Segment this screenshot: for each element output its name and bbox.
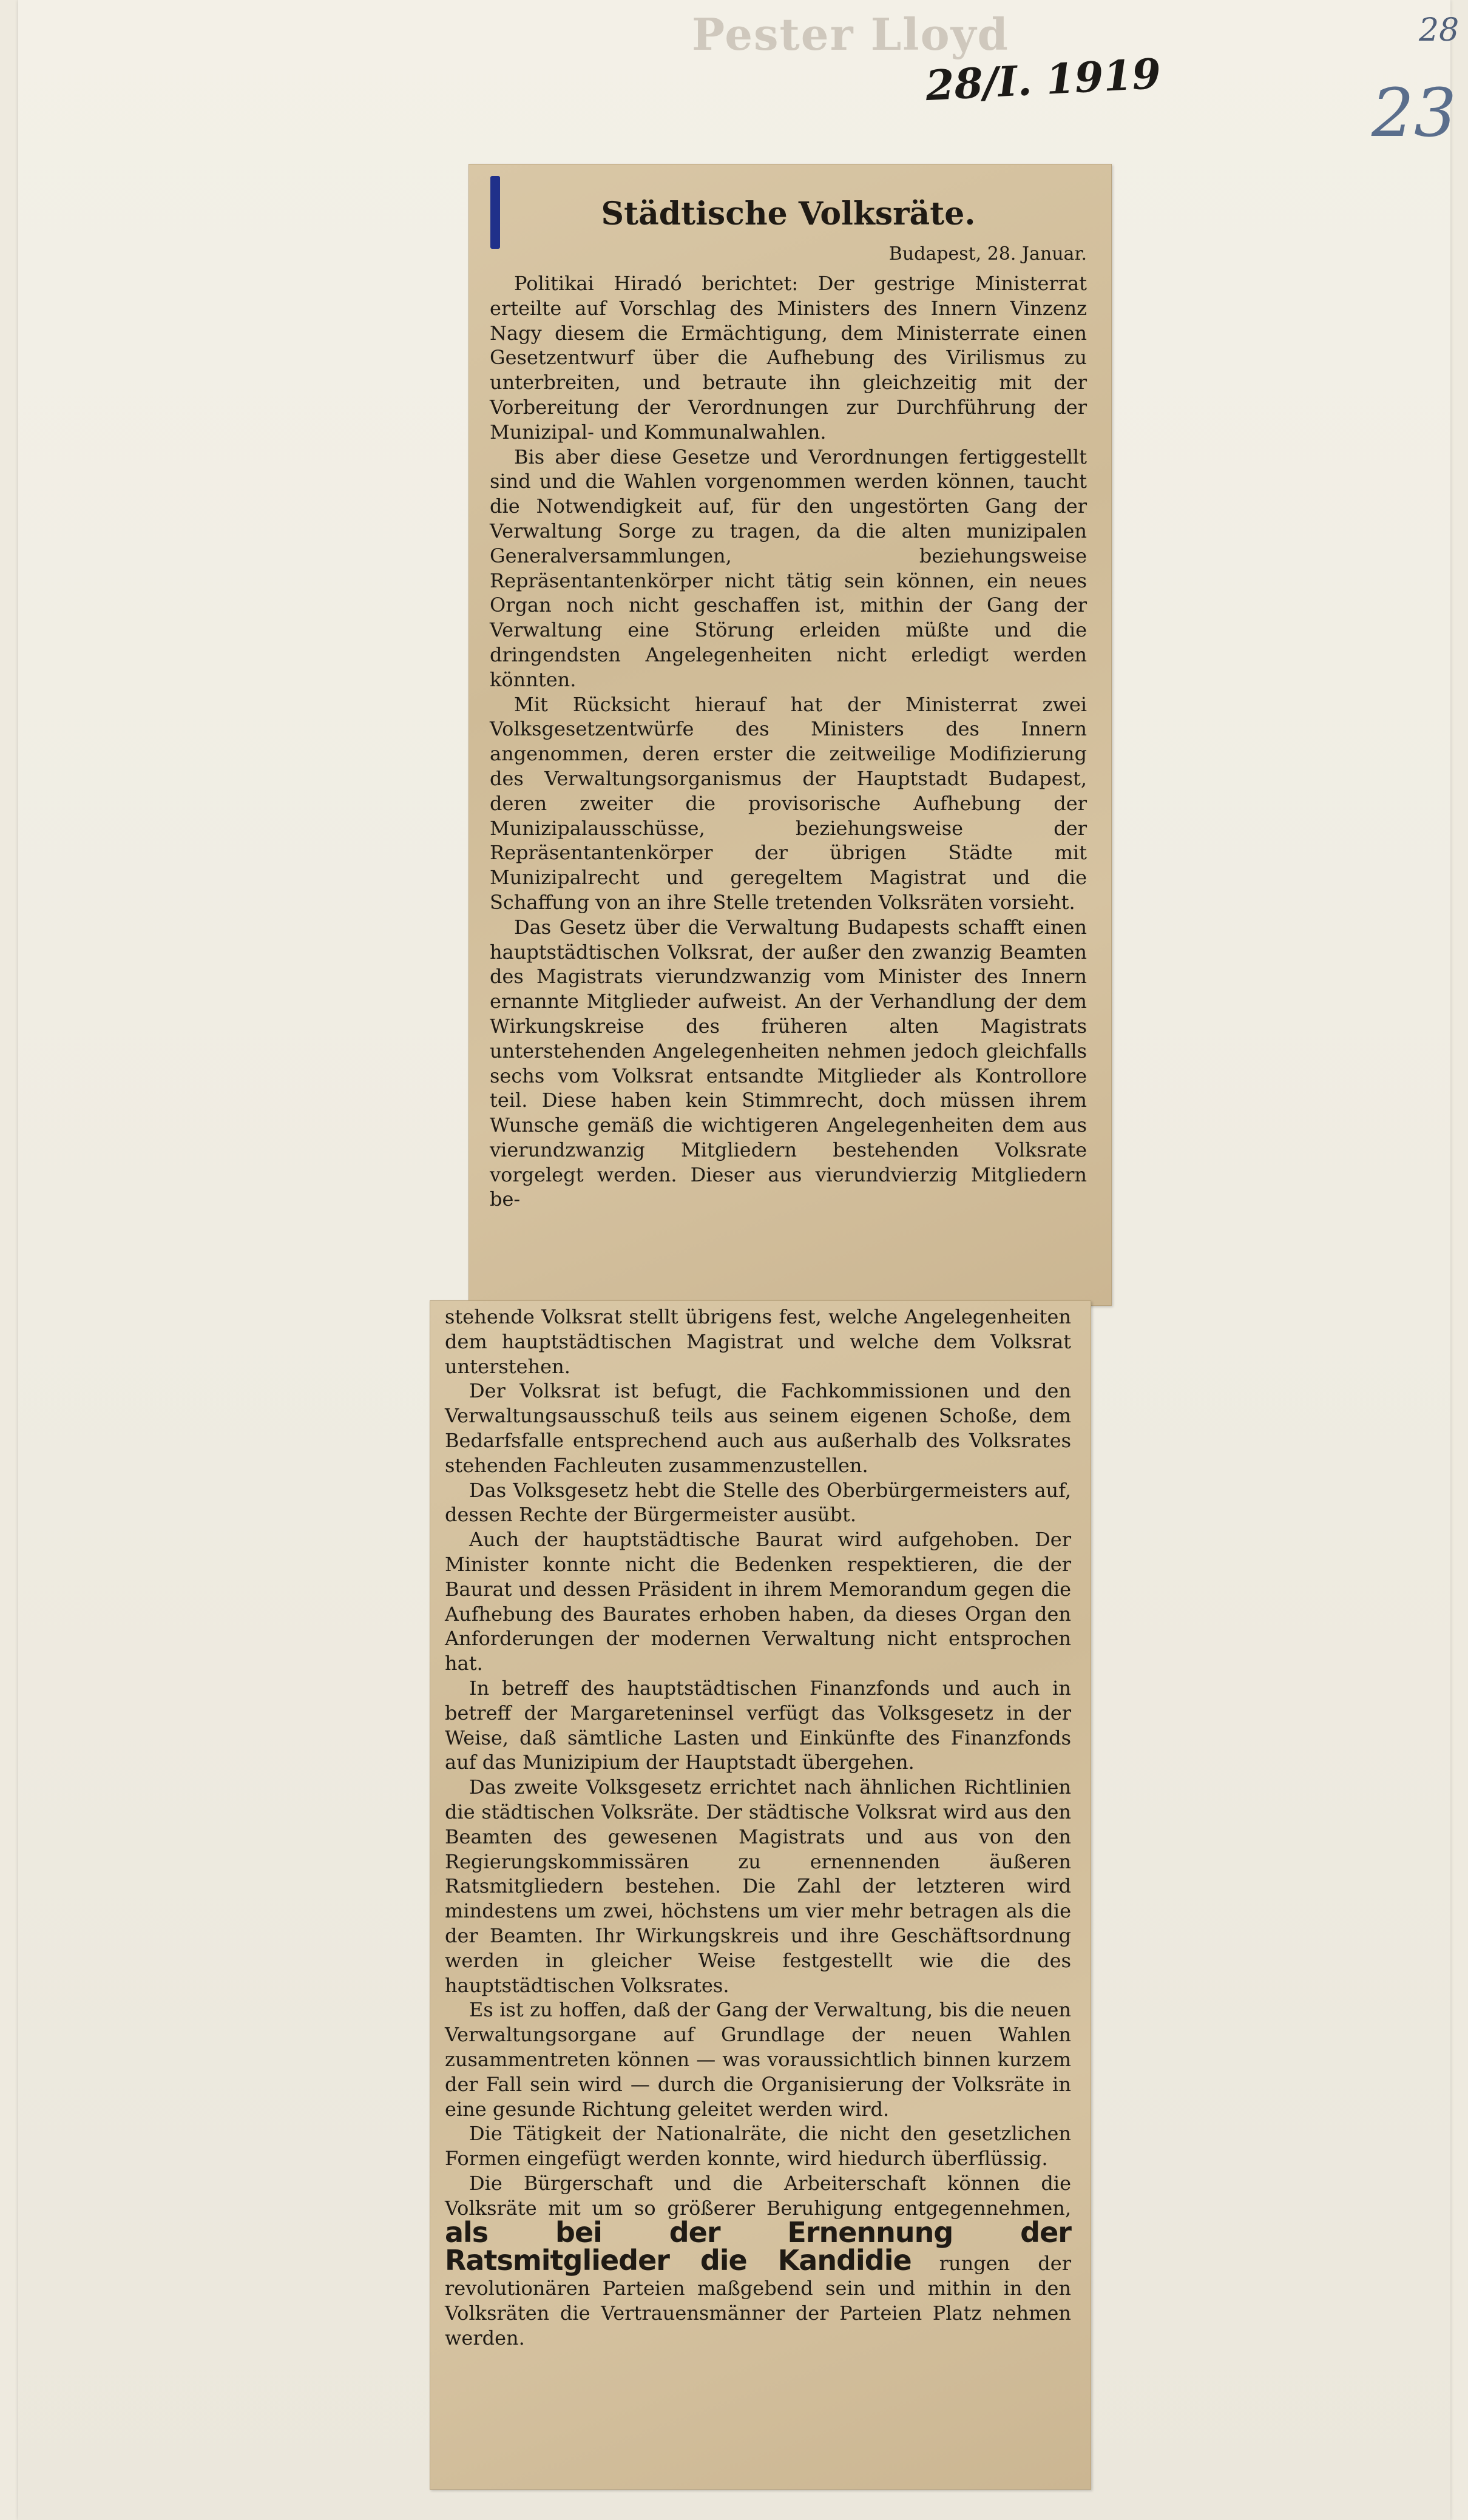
paragraph: Das Volksgesetz hebt die Stelle des Oberbürgermeisters auf, dessen Rechte der Bürgermeister ausübt.	[445, 1478, 1071, 1527]
paragraph: Auch der hauptstädtische Baurat wird aufgehoben. Der Minister konnte nicht die Bedenken respektieren, die der Baurat und dessen Präsident in ihrem Memorandum gegen die Aufhebung des Baurates erhoben haben, da dieses Organ den Anforderungen der modernen Verwaltung nicht entsprochen hat.	[445, 1528, 1071, 1675]
article-dateline: Budapest, 28. Januar.	[888, 243, 1087, 265]
paragraph: Die Tätigkeit der Nationalräte, die nicht den gesetzlichen Formen eingefügt werden konnte, wird hiedurch überflüssig.	[445, 2122, 1071, 2170]
handwritten-date: 28/I. 1919	[924, 49, 1162, 111]
paragraph: stehende Volksrat stellt übrigens fest, welche Angelegenheiten dem hauptstädtischen Magistrat und welche dem Volksrat unterstehen.	[445, 1305, 1071, 1378]
article-column-2	[445, 1305, 1071, 2350]
article-headline: Städtische Volksräte.	[601, 195, 976, 232]
paragraph: Der Volksrat ist befugt, die Fachkommissionen und den Verwaltungsausschuß teils aus seinem eigenen Schoße, dem Bedarfsfalle entsprechend auch aus außerhalb des Volksrates stehenden Fachleuten zusammenzustellen.	[445, 1379, 1071, 1477]
handwritten-page-number-top: 28	[1419, 12, 1460, 49]
paragraph: Mit Rücksicht hierauf hat der Ministerrat zwei Volksgesetzentwürfe des Ministers des Innern angenommen, deren erster die zeitweilige Modifizierung des Verwaltungsorganismus der Hauptstadt Budapest, deren zweiter die provisorische Aufhebung der Munizipalausschüsse, beziehungsweise der Repräsentantenkörper der übrigen Städte mit Munizipalrecht und geregeltem Magistrat und die Schaffung von an ihre Stelle tretenden Volksräten vorsieht.	[490, 692, 1087, 914]
handwritten-page-number: 23	[1372, 74, 1456, 152]
paragraph-text: rungen der revolutionären Parteien maßgebend sein und mithin in den Volksräten die Vertrauensmänner der Parteien Platz nehmen werden.	[445, 2252, 1071, 2349]
paragraph: Politikai Hiradó berichtet: Der gestrige Ministerrat erteilte auf Vorschlag des Ministers des Innern Vinzenz Nagy diesem die Ermächtigung, dem Ministerrate einen Gesetzentwurf über die Aufhebung des Virilismus zu unterbreiten, und betraute ihn gleichzeitig mit der Vorbereitung der Verordnungen zur Durchführung der Munizipal- und Kommunalwahlen.	[490, 272, 1087, 444]
newspaper-clipping-part-2	[430, 1300, 1091, 2490]
blue-pencil-mark	[490, 176, 500, 249]
paragraph-text: Die Bürgerschaft und die Arbeiterschaft können die Volksräte mit um so größerer Beruhigung entgegennehmen,	[445, 2171, 1071, 2220]
paragraph	[445, 2171, 1071, 2351]
paragraph: Es ist zu hoffen, daß der Gang der Verwaltung, bis die neuen Verwaltungsorgane auf Grundlage der neuen Wahlen zusammentreten können — was voraussichtlich binnen kurzem der Fall sein wird — durch die Organisierung der Volksräte in eine gesunde Richtung geleitet werden wird.	[445, 1998, 1071, 2121]
newspaper-clipping-part-1	[468, 164, 1112, 1306]
heavy-type-line: als bei der Ernennung der Ratsmitglieder die Kandidie	[445, 2216, 1071, 2277]
paragraph: Das Gesetz über die Verwaltung Budapests schafft einen hauptstädtischen Volksrat, der außer den zwanzig Beamten des Magistrats vierundzwanzig vom Minister des Innern ernannte Mitglieder aufweist. An der Verhandlung der dem Wirkungskreise des früheren alten Magistrats unterstehenden Angelegenheiten nehmen jedoch gleichfalls sechs vom Volksrat entsandte Mitglieder als Kontrollore teil. Diese haben kein Stimmrecht, doch müssen ihrem Wunsche gemäß die wichtigeren Angelegenheiten dem aus vierundzwanzig Mitgliedern bestehenden Volksrate vorgelegt werden. Dieser aus vierundvierzig Mitgliedern be-	[490, 915, 1087, 1211]
paragraph: Das zweite Volksgesetz errichtet nach ähnlichen Richtlinien die städtischen Volksräte. Der städtische Volksrat wird aus den Beamten des gewesenen Magistrats und aus von den Regierungskommissären zu ernennenden äußeren Ratsmitgliedern bestehen. Die Zahl der letzteren wird mindestens um zwei, höchstens um vier mehr betragen als die der Beamten. Ihr Wirkungskreis und ihre Geschäftsordnung werden in gleicher Weise festgestellt wie die des hauptstädtischen Volksrates.	[445, 1775, 1071, 1997]
paragraph: Bis aber diese Gesetze und Verordnungen fertiggestellt sind und die Wahlen vorgenommen werden können, taucht die Notwendigkeit auf, für den ungestörten Gang der Verwaltung Sorge zu tragen, da die alten munizipalen Generalversammlungen, beziehungsweise Repräsentantenkörper nicht tätig sein können, ein neues Organ noch nicht geschaffen ist, mithin der Gang der Verwaltung eine Störung erleiden müßte und die dringendsten Angelegenheiten nicht erledigt werden könnten.	[490, 445, 1087, 691]
paragraph: In betreff des hauptstädtischen Finanzfonds und auch in betreff der Margareteninsel verfügt das Volksgesetz in der Weise, daß sämtliche Lasten und Einkünfte des Finanzfonds auf das Munizipium der Hauptstadt übergehen.	[445, 1676, 1071, 1774]
newspaper-stamp: Pester Lloyd	[692, 8, 1009, 60]
article-column-1	[490, 195, 1087, 1212]
